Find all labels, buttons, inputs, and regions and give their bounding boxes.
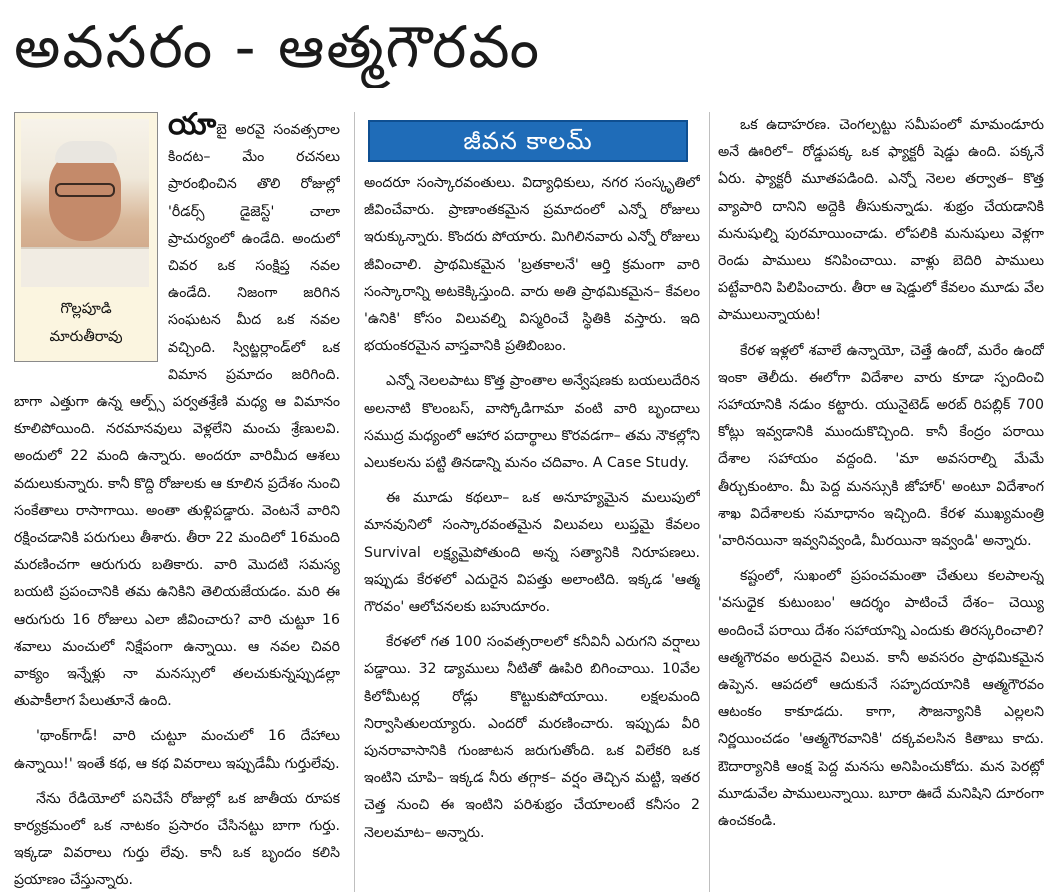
paragraph: కష్టంలో, సుఖంలో ప్రపంచమంతా చేతులు కలపాలన్న 'వసుధైక కుటుంబం' ఆదర్శం పాటించే దేశం– చెయ్యి అందించే పరాయి దేశం సహాయాన్ని ఎందుకు తిరస్కరించాలి? ఆత్మగౌరవం అరుదైన విలువ. కానీ అవసరం ప్రాథమికమైన ఉప్పెన. ఆపదలో ఆదుకునే సహృదయానికి ఆత్మగౌరవం ఆటంకం కాకూడదు. కాగా, సౌజన్యానికి ఎల్లలని నిర్ణయించడం 'ఆత్మగౌరవానికి' దక్కవలసిన కితాబు కాదు. ఔదార్యానికి ఆంక్ష పెద్ద మనసు అనిపించుకోదు. మన పెరట్లో మూడువేల పాములున్నాయి. బూరా ఊదే మనిషిని దూరంగా ఉంచకండి. (718, 568, 1044, 830)
paragraph: ఒక ఉదాహరణ. చెంగల్పట్టు సమీపంలో మామండూరు అనే ఊరిలో– రోడ్డుపక్క ఒక ఫ్యాక్టరీ షెడ్డు ఉంది. పక్కనే ఏరు. ఫ్యాక్టరీ మూతపడింది. ఎన్నో నెలల తర్వాత– కొత్త వ్యాపారి దానిని అద్దెకి తీసుకున్నాడు. శుభ్రం చేయడానికి మనుషుల్ని పురమాయించాడు. లోపలికి మనుషులు వెళ్లగా రెండు పాములు కనిపించాయి. వాళ్లు బెదిరి పాములు పట్టేవారిని పిలిపించారు. తీరా ఆ షెడ్డులో కేవలం మూడు వేల పాములున్నాయట! (718, 117, 1044, 324)
paragraph: 'థాంక్‌గాడ్! వారి చుట్టూ మంచులో 16 దేహాలు ఉన్నాయి!' ఇంతే కథ, ఆ కథ వివరాలు ఇప్పుడేమీ గుర్తులేవు. (14, 728, 340, 772)
article-headline: అవసరం - ఆత్మగౌరవం (14, 13, 542, 81)
paragraph: కేరళలో గత 100 సంవత్సరాలలో కనీవినీ ఎరుగని వర్షాలు పడ్డాయి. 32 డ్యాములు నీటితో ఊపిరి బిగించాయి. 10వేల కిలోమీటర్ల రోడ్లు కొట్టుకుపోయాయి. లక్షలమంది నిర్వాసితులయ్యారు. ఎందరో మరణించారు. ఇప్పుడు వీరి పునరావాసానికి గుంజాటన జరుగుతోంది. ఒక విలేకరి ఒక ఇంటిని చూపి– ఇక్కడ నీరు తగ్గాక– వర్షం తెచ్చిన మట్టి, ఇతర చెత్త నుంచి ఈ ఇంటిని పరిశుభ్రం చేయాలంటే కనీసం 2 నెలలమాట– అన్నారు. (364, 634, 700, 841)
author-portrait-icon (21, 119, 149, 287)
author-name-line2: మారుతీరావు (49, 328, 123, 345)
article-column-3 (718, 112, 1044, 896)
column-divider (709, 112, 710, 892)
author-byline (15, 295, 157, 351)
paragraph: నేను రేడియోలో పనిచేసే రోజుల్లో ఒక జాతీయ రూపక కార్యక్రమంలో ఒక నాటకం ప్రసారం చేసినట్టు బాగా గుర్తు. ఇక్కడా వివరాలు గుర్తు లేవు. కానీ ఒక బృందం కలిసి ప్రయాణం చేస్తున్నారు. (14, 790, 340, 889)
column-name-banner: జీవన కాలమ్ (368, 120, 688, 162)
drop-cap: యా (168, 112, 217, 142)
paragraph: ఈ మూడు కథలూ– ఒక అనూహ్యమైన మలుపులో మానవునిలో సంస్కారవంతమైన విలువలు లుప్తమై కేవలం Survival లక్ష్యమైపోతుంది అన్న సత్యానికి నిరూపణలు. ఇప్పుడు కేరళలో ఎదురైన విపత్తు అలాంటిది. ఇక్కడ 'ఆత్మ గౌరవం' ఆలోచనలకు బహుదూరం. (364, 490, 700, 616)
author-name-line1: గొల్లపూడి (60, 300, 112, 317)
column-divider (354, 112, 355, 892)
paragraph: అందరూ సంస్కారవంతులు. విద్యాధికులు, నగర సంస్కృతిలో జీవించేవారు. ప్రాణాంతకమైన ప్రమాదంలో ఎన్నో రోజులు ఇరుక్కున్నారు. కొందరు పోయారు. మిగిలినవారు ఎన్నో రోజులు జీవించాలి. ప్రాథమికమైన 'బ్రతకాలనే' ఆర్తి క్రమంగా వారి సంస్కారాన్ని అటకెక్కిస్తుంది. వారు అతి ప్రాథమికమైన– కేవలం 'ఉనికి' కోసం విలువల్ని విస్మరించే స్థితికి వస్తారు. ఇది భయంకరమైన వాస్తవానికి ప్రతిబింబం. (364, 175, 700, 355)
paragraph: కేరళ ఇళ్లలో శవాలే ఉన్నాయో, చెత్తే ఉందో, మరేం ఉందో ఇంకా తెలీదు. ఈలోగా విదేశాల వారు కూడా స్పందించి సహాయానికి నడుం కట్టారు. యునైటెడ్ అరబ్ రిపబ్లిక్ 700 కోట్లు ఇవ్వడానికి ముందుకొచ్చింది. కానీ కేంద్రం పరాయి దేశాల సహాయం వద్దంది. 'మా అవసరాల్ని మేమే తీర్చుకుంటాం. మీ పెద్ద మనస్సుకి జోహార్' అంటూ విదేశాంగ శాఖ విదేశాలకు సమాధానం ఇచ్చింది. కేరళ ముఖ్యమంత్రి 'వారినయినా ఇవ్వనివ్వండి, మీరయినా ఇవ్వండి' అన్నారు. (718, 342, 1044, 550)
article-column-2 (364, 112, 700, 896)
paragraph: ఎన్నో నెలలపాటు కొత్త ప్రాంతాల అన్వేషణకు బయలుదేరిన అలనాటి కొలంబస్, వాస్కోడిగామా వంటి వారి బృందాలు సముద్ర మధ్యంలో ఆహార పదార్థాలు కొరవడగా– తమ నౌకల్లోని ఎలుకలను పట్టి తినడాన్ని మనం చదివాం. A Case Study. (364, 373, 700, 472)
article-column-1 (14, 112, 340, 896)
paragraph-text: బై అరవై సంవత్సరాల కిందట– మేం రచనలు ప్రారంభించిన తొలి రోజుల్లో 'రీడర్స్ డైజెస్ట్' చాలా ప్రాచుర్యంలో ఉండేది. అందులో చివర ఒక సంక్షిప్త నవల ఉండేది. నిజంగా జరిగిన సంఘటన మీద ఒక నవల వచ్చింది. స్విట్జర్లాండ్‌లో ఒక విమాన ప్రమాదం జరిగింది. బాగా ఎత్తుగా ఉన్న ఆల్ప్స్ పర్వతశ్రేణి మధ్య ఆ విమానం కూలిపోయింది. నరమానవులు వెళ్లలేని మంచు శ్రేణులవి. అందులో 22 మంది ఉన్నారు. అందరూ వారిమీద ఆశలు వదులుకున్నారు. కానీ కొద్ది రోజులకు ఆ కూలిన ప్రదేశం నుంచి సంకేతాలు రాసాగాయి. అంతా తుళ్లిపడ్డారు. వెంటనే వారిని రక్షించడానికి పరుగులు తీశారు. తీరా 22 మందిలో 16మంది మరణించగా ఆరుగురు బతికారు. వారి మొదటి సమస్య బయటి ప్రపంచానికి తమ ఉనికిని తెలియజేయడం. మరి ఈ ఆరుగురు 16 రోజులు ఎలా జీవించారు? వారి చుట్టూ 16 శవాలు మంచులో నిక్షేపంగా ఉన్నాయి. ఆ నవల చివరి వాక్యం ఇన్నేళ్లు నా మనస్సులో తలచుకున్నప్పుడల్లా తుపాకీలాగ పేలుతూనే ఉంది. (14, 122, 340, 710)
author-box (14, 112, 158, 362)
